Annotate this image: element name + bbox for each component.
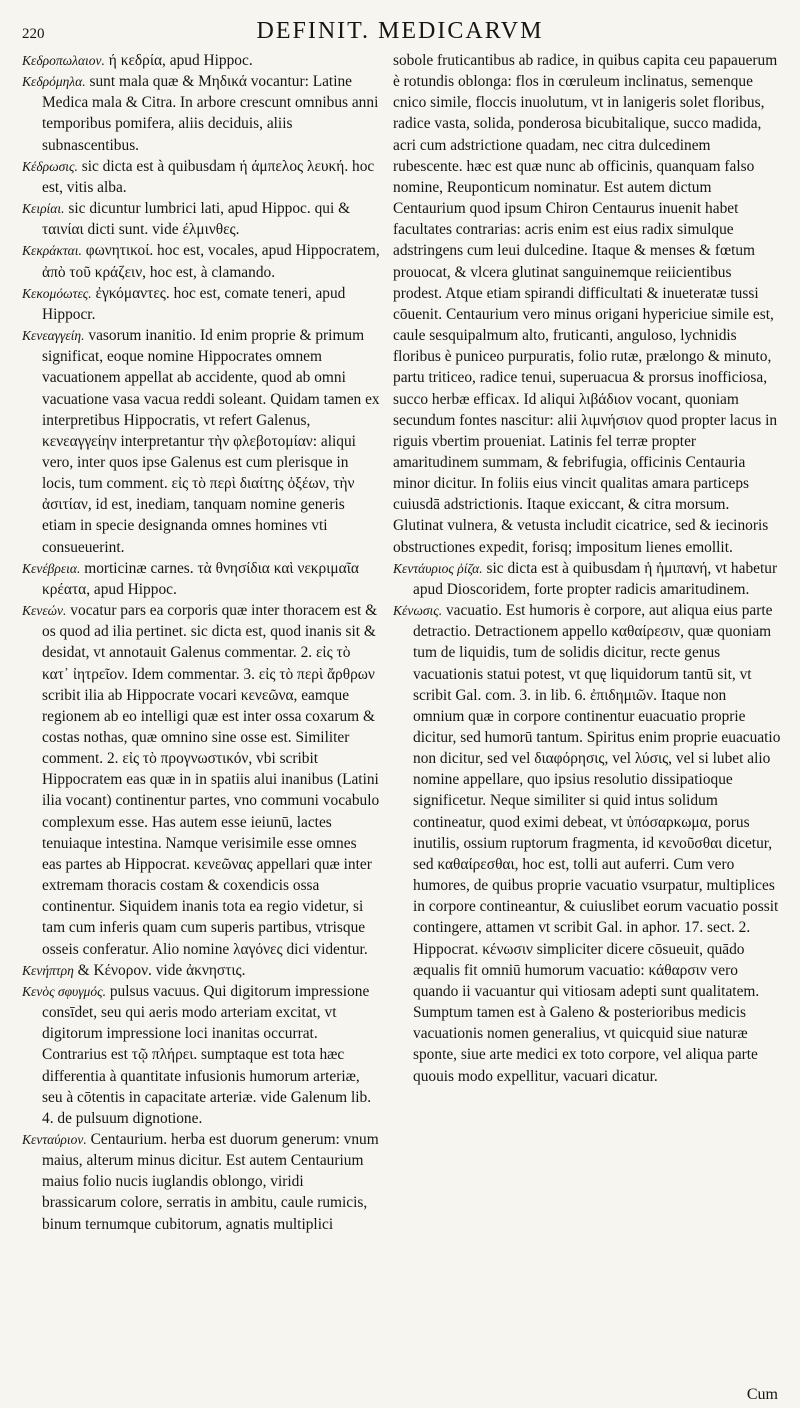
- left-column: [22, 50, 380, 1402]
- entry-text: pulsus vacuus. Qui digitorum impressione consīdet, seu qui aeris modo arteriam excitat, vt digitorum impressione loci inanitas occurrat. Contrarius est τῷ πλήρει. sumptaque est tota hæc differentia à quantitate infusionis humorum arteriæ, seu à cōtentis in capacitate arteriæ. vide Galenum lib. 4. de pulsuum dignotione.: [42, 982, 372, 1127]
- dictionary-entry: [22, 50, 380, 71]
- entry-headword: Κενταύριον.: [22, 1131, 87, 1147]
- entry-headword: Κεκομόωτες.: [22, 285, 92, 301]
- dictionary-entry: [393, 600, 781, 1087]
- dictionary-entry: [22, 981, 380, 1129]
- dictionary-entry: [22, 558, 380, 600]
- entry-text: sic dicta est à quibusdam ἡ ἡμιπανή, vt habetur apud Dioscoridem, forte propter radicis amaritudinem.: [413, 559, 778, 598]
- entry-headword: Κενεαγγείη.: [22, 328, 85, 344]
- dictionary-entry: [22, 283, 380, 325]
- dictionary-entry: [393, 558, 781, 600]
- entry-text: ή κεδρία, apud Hippoc.: [108, 52, 253, 69]
- dictionary-entry: [22, 325, 380, 558]
- right-column: [393, 50, 781, 1402]
- dictionary-entry: [22, 198, 380, 240]
- entry-text: Centaurium. herba est duorum generum: vnum maius, alterum minus dicitur. Est autem Centaurium maius folio nucis iuglandis oblongo, viridi brassicarum colore, serratis in ambitu, caule rumicis, binum ternumque cubitorum, agnatis multiplici: [42, 1130, 379, 1233]
- entry-text: morticinæ carnes. τὰ θνησίδια καὶ νεκριμαῖα κρέατα, apud Hippoc.: [42, 559, 359, 598]
- entry-text: ἐγκόμαντες. hoc est, comate teneri, apud Hippocr.: [42, 284, 346, 323]
- entry-text: sic dicuntur lumbrici lati, apud Hippoc. qui & ταινίαι dicti sunt. vide έλμινθες.: [42, 200, 351, 239]
- entry-headword: Κενέβρεια.: [22, 560, 81, 576]
- dictionary-entry: [22, 240, 380, 282]
- entry-text: vasorum inanitio. Id enim proprie & primum significat, eoque nomine Hippocrates omnem vacuationem appellat ab accidente, quod ab omni vacuatione vasa vacua reddi soleant. Quidam tamen ex interpretibus Hippocratis, vt refert Galenus, κενεαγγείην interpretantur τὴν φλεβοτομίαν: aliqui vero, inter quos ipse Galenus est cum plerisque in locis, tum comment. εἰς τὸ περὶ διαίτης ὀξέων, τὴν ἀσιτίαν, id est, inediam, tanquam nomine generis etiam in specie designanda omnes homines vti consueuerint.: [42, 327, 380, 556]
- running-header: [22, 4, 778, 48]
- dictionary-entry: [22, 960, 380, 981]
- entry-headword: Κεδρόμηλα.: [22, 74, 86, 90]
- entry-headword: Κεντάυριος ῥίζα.: [393, 560, 483, 576]
- dictionary-entry: [22, 600, 380, 960]
- entry-headword: Κενεών.: [22, 603, 67, 619]
- page-number: 220: [22, 26, 45, 42]
- entry-headword: Κέδρωσις.: [22, 158, 78, 174]
- entry-text: φωνητικοί. hoc est, vocales, apud Hippocratem, ἀπὸ τοῦ κράζειν, hoc est, à clamando.: [42, 242, 380, 281]
- dictionary-entry: [22, 71, 380, 156]
- entry-text: vocatur pars ea corporis quæ inter thoracem est & os quod ad ilia pertinet. sic dicta est, quod inanis sit & desidat, vt annotauit Galenus commentar. 2. εἰς τὸ κατ᾽ ἰητρεῖον. Idem commentar. 3. εἰς τὸ περὶ ἄρθρων scribit ilia ab Hippocrate vocari κενεῶνα, eamque regionem ab eo intelligi quæ est inter ossa coxarum & costas nothas, quæ omnino sine osse est. Similiter comment. 2. εἰς τὸ προγνωστικόν, vbi scribit Hippocratem eas quæ in in spatiis alui inanibus (Latini ilia vocant) continentur partes, vno communi vocabulo complexum esse. Has autem esse ieiunū, lactes tenuiaque intestina. Namque verisimile esse omnes eas partes ab Hippocrat. κενεῶνας appellari quæ inter extremam thoracis costam & coxendicis ossa continentur. Siquidem inanis tota ea regio videtur, si tam cum inferis quam cum superis partibus, vtrisque osseis conferatur. Alio nomine λαγόνες dici videntur.: [42, 602, 380, 958]
- entry-headword: Κενὸς σφυγμός.: [22, 983, 106, 999]
- entry-headword: Κένωσις.: [393, 603, 443, 619]
- dictionary-entry: [22, 1129, 380, 1235]
- entry-headword: Κενήπτρη: [22, 962, 74, 978]
- entry-text: vacuatio. Est humoris è corpore, aut aliqua eius parte detractio. Detractionem appello καθαίρεσιν, quæ quoniam tum de liquidis, tum de solidis dicitur, recte genus vacuationis statui potest, vt quę liquidorum tantū sit, vt scribit Gal. com. 3. in lib. 6. ἐπιδημιῶν. Itaque non omnium quæ in corpore continentur euacuatio proprie dicitur, sed humorū tantum. Spiritus enim proprie euacuatio non dicitur, sed vel διαφόρησις, vel λύσις, vel si lubet alio nomine appellare, quo ipsius resolutio dissipatioque significetur. Neque similiter si quid intus solidum contineatur, quod eximi debeat, vt ὑπόσαρκωμα, porus inutilis, ossium ruptorum fragmenta, id κενοῦσθαι dicetur, sed καθαίρεσθαι, hoc est, tolli aut auferri. Cum vero humores, de quibus proprie vacuatio vsurpatur, multiplices in corpore contineantur, & cuiuslibet eorum vacuatio possit contingere, attamen vt scribit Gal. in aphor. 17. sect. 2. Hippocrat. κένωσιν simpliciter dicere cōsueuit, quādo æqualis fit omniū humorum vacuatio: κάθαρσιν vero quando ii vacuantur qui vitiosam adepti sunt qualitatem. Sumptum tamen est à Galeno & posterioribus medicis vacuationis nomen generalius, vt quicquid siue naturæ sponte, siue arte medici ex toto corpore, vel aliqua parte quouis modo expellitur, vacuari dicatur.: [413, 602, 781, 1085]
- dictionary-entry: [393, 50, 781, 558]
- entry-headword: Κειρίαι.: [22, 201, 65, 217]
- entry-text: & Κένορον. vide ἀκνηστις.: [77, 961, 246, 979]
- entry-text: sobole fruticantibus ab radice, in quibus capita ceu papauerum è rotundis oblonga: flos in cœruleum inclinatus, semenque cnico simile, floccis inuolutum, vt in lanigeris solet floribus, radice vasta, solida, ponderosa bicubitalique, succo madida, acri cum adstrictione quadam, nec citra dulcedinem rubescente. hæc est quæ nunc ab officinis, quanquam falso nomine, Reuponticum nominatur. Est autem dictum Centaurium quod ipsum Chiron Centaurus inuenit habet facultates contrarias: acris enim est eius radix simulque adstringens cum leui dulcedine. Itaque & menses & fœtum prouocat, & vlcera glutinat sanguinemque reiicientibus prodest. Atque etiam spirandi difficultati & inueteratæ tussi cōuenit. Centaurium vero minus origani hypericiue simile est, caule sesquipalmum alto, fruticanti, anguloso, lychnidis floribus è puniceo purpuratis, folio rutæ, prælongo & minuto, partu triticeo, radice tenui, superuacua & prorsus inofficiosa, succo herbæ efficax. Id aliqui λιβάδιον vocant, quoniam secundum fontes nascitur: alii λιμνήσιον quod propter lacus in riguis vbertim proueniat. Latinis fel terræ propter amaritudinem summam, & febrifugia, officinis Centauria minor dicitur. In foliis eius vincit qualitas amara particeps cuiusdā adstrictionis. Itaque exiccant, & citra morsum. Glutinat vulnera, & vetusta includit cicatrice, sed & iecinoris obstructiones expedit, forisq; impositum lienes emollit.: [393, 52, 778, 556]
- entry-text: sic dicta est à quibusdam ή άμπελος λευκή. hoc est, vitis alba.: [42, 157, 375, 196]
- catchword: Cum: [746, 1386, 778, 1403]
- entry-text: sunt mala quæ & Μηδικά vocantur: Latine Medica mala & Citra. In arbore crescunt omnibus anni temporibus pomifera, aliis deciduis, aliis subnascentibus.: [42, 73, 379, 154]
- entry-headword: Κεδροπωλαιον.: [22, 53, 105, 68]
- dictionary-entry: [22, 156, 380, 198]
- running-title: DEFINIT. MEDICARVM: [256, 18, 544, 44]
- entry-headword: Κεκράκται.: [22, 243, 82, 259]
